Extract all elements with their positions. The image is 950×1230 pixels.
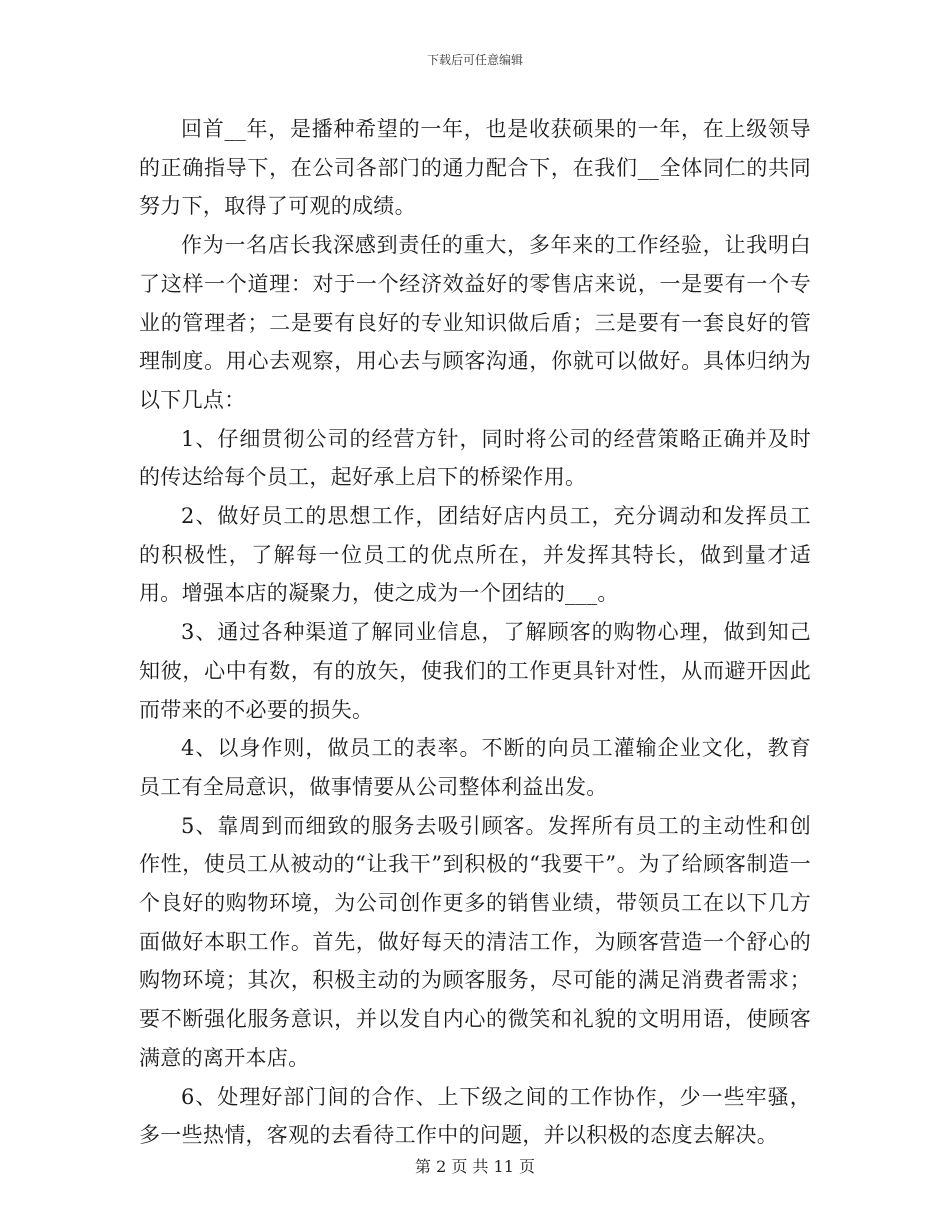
paragraph-point-2: 2、做好员工的思想工作，团结好店内员工，充分调动和发挥员工的积极性，了解每一位员工的优点所在，并发挥其特长，做到量才适用。增强本店的凝聚力，使之成为一个团结的___。 xyxy=(139,504,811,606)
page-header-note: 下载后可任意编辑 xyxy=(426,53,523,67)
paragraph-point-3: 3、通过各种渠道了解同业信息，了解顾客的购物心理，做到知己知彼，心中有数，有的放矢，使我们的工作更具针对性，从而避开因此而带来的不必要的损失。 xyxy=(139,620,811,722)
document-body xyxy=(139,110,811,1155)
paragraph-point-4: 4、以身作则，做员工的表率。不断的向员工灌输企业文化，教育员工有全局意识，做事情要从公司整体利益出发。 xyxy=(139,736,811,799)
paragraph-intro: 回首__年，是播种希望的一年，也是收获硕果的一年，在上级领导的正确指导下，在公司各部门的通力配合下，在我们__全体同仁的共同努力下，取得了可观的成绩。 xyxy=(139,117,811,219)
paragraph-manager-experience: 作为一名店长我深感到责任的重大，多年来的工作经验，让我明白了这样一个道理：对于一个经济效益好的零售店来说，一是要有一个专业的管理者；二是要有良好的专业知识做后盾；三是要有一套良好的管理制度。用心去观察，用心去与顾客沟通，你就可以做好。具体归纳为以下几点： xyxy=(139,233,811,412)
paragraph-point-1: 1、仔细贯彻公司的经营方针，同时将公司的经营策略正确并及时的传达给每个员工，起好承上启下的桥梁作用。 xyxy=(139,426,811,490)
page-number-footer: 第 2 页 共 11 页 xyxy=(415,1157,535,1176)
paragraph-point-5: 5、靠周到而细致的服务去吸引顾客。发挥所有员工的主动性和创作性，使员工从被动的“让我干”到积极的“我要干”。为了给顾客制造一个良好的购物环境，为公司创作更多的销售业绩，带领员工在以下几方面做好本职工作。首先，做好每天的清洁工作，为顾客营造一个舒心的购物环境；其次，积极主动的为顾客服务，尽可能的满足消费者需求；要不断强化服务意识，并以发自内心的微笑和礼貌的文明用语，使顾客满意的离开本店。 xyxy=(139,813,811,1070)
paragraph-point-6: 6、处理好部门间的合作、上下级之间的工作协作，少一些牢骚，多一些热情，客观的去看待工作中的问题，并以积极的态度去解决。 xyxy=(139,1084,811,1148)
